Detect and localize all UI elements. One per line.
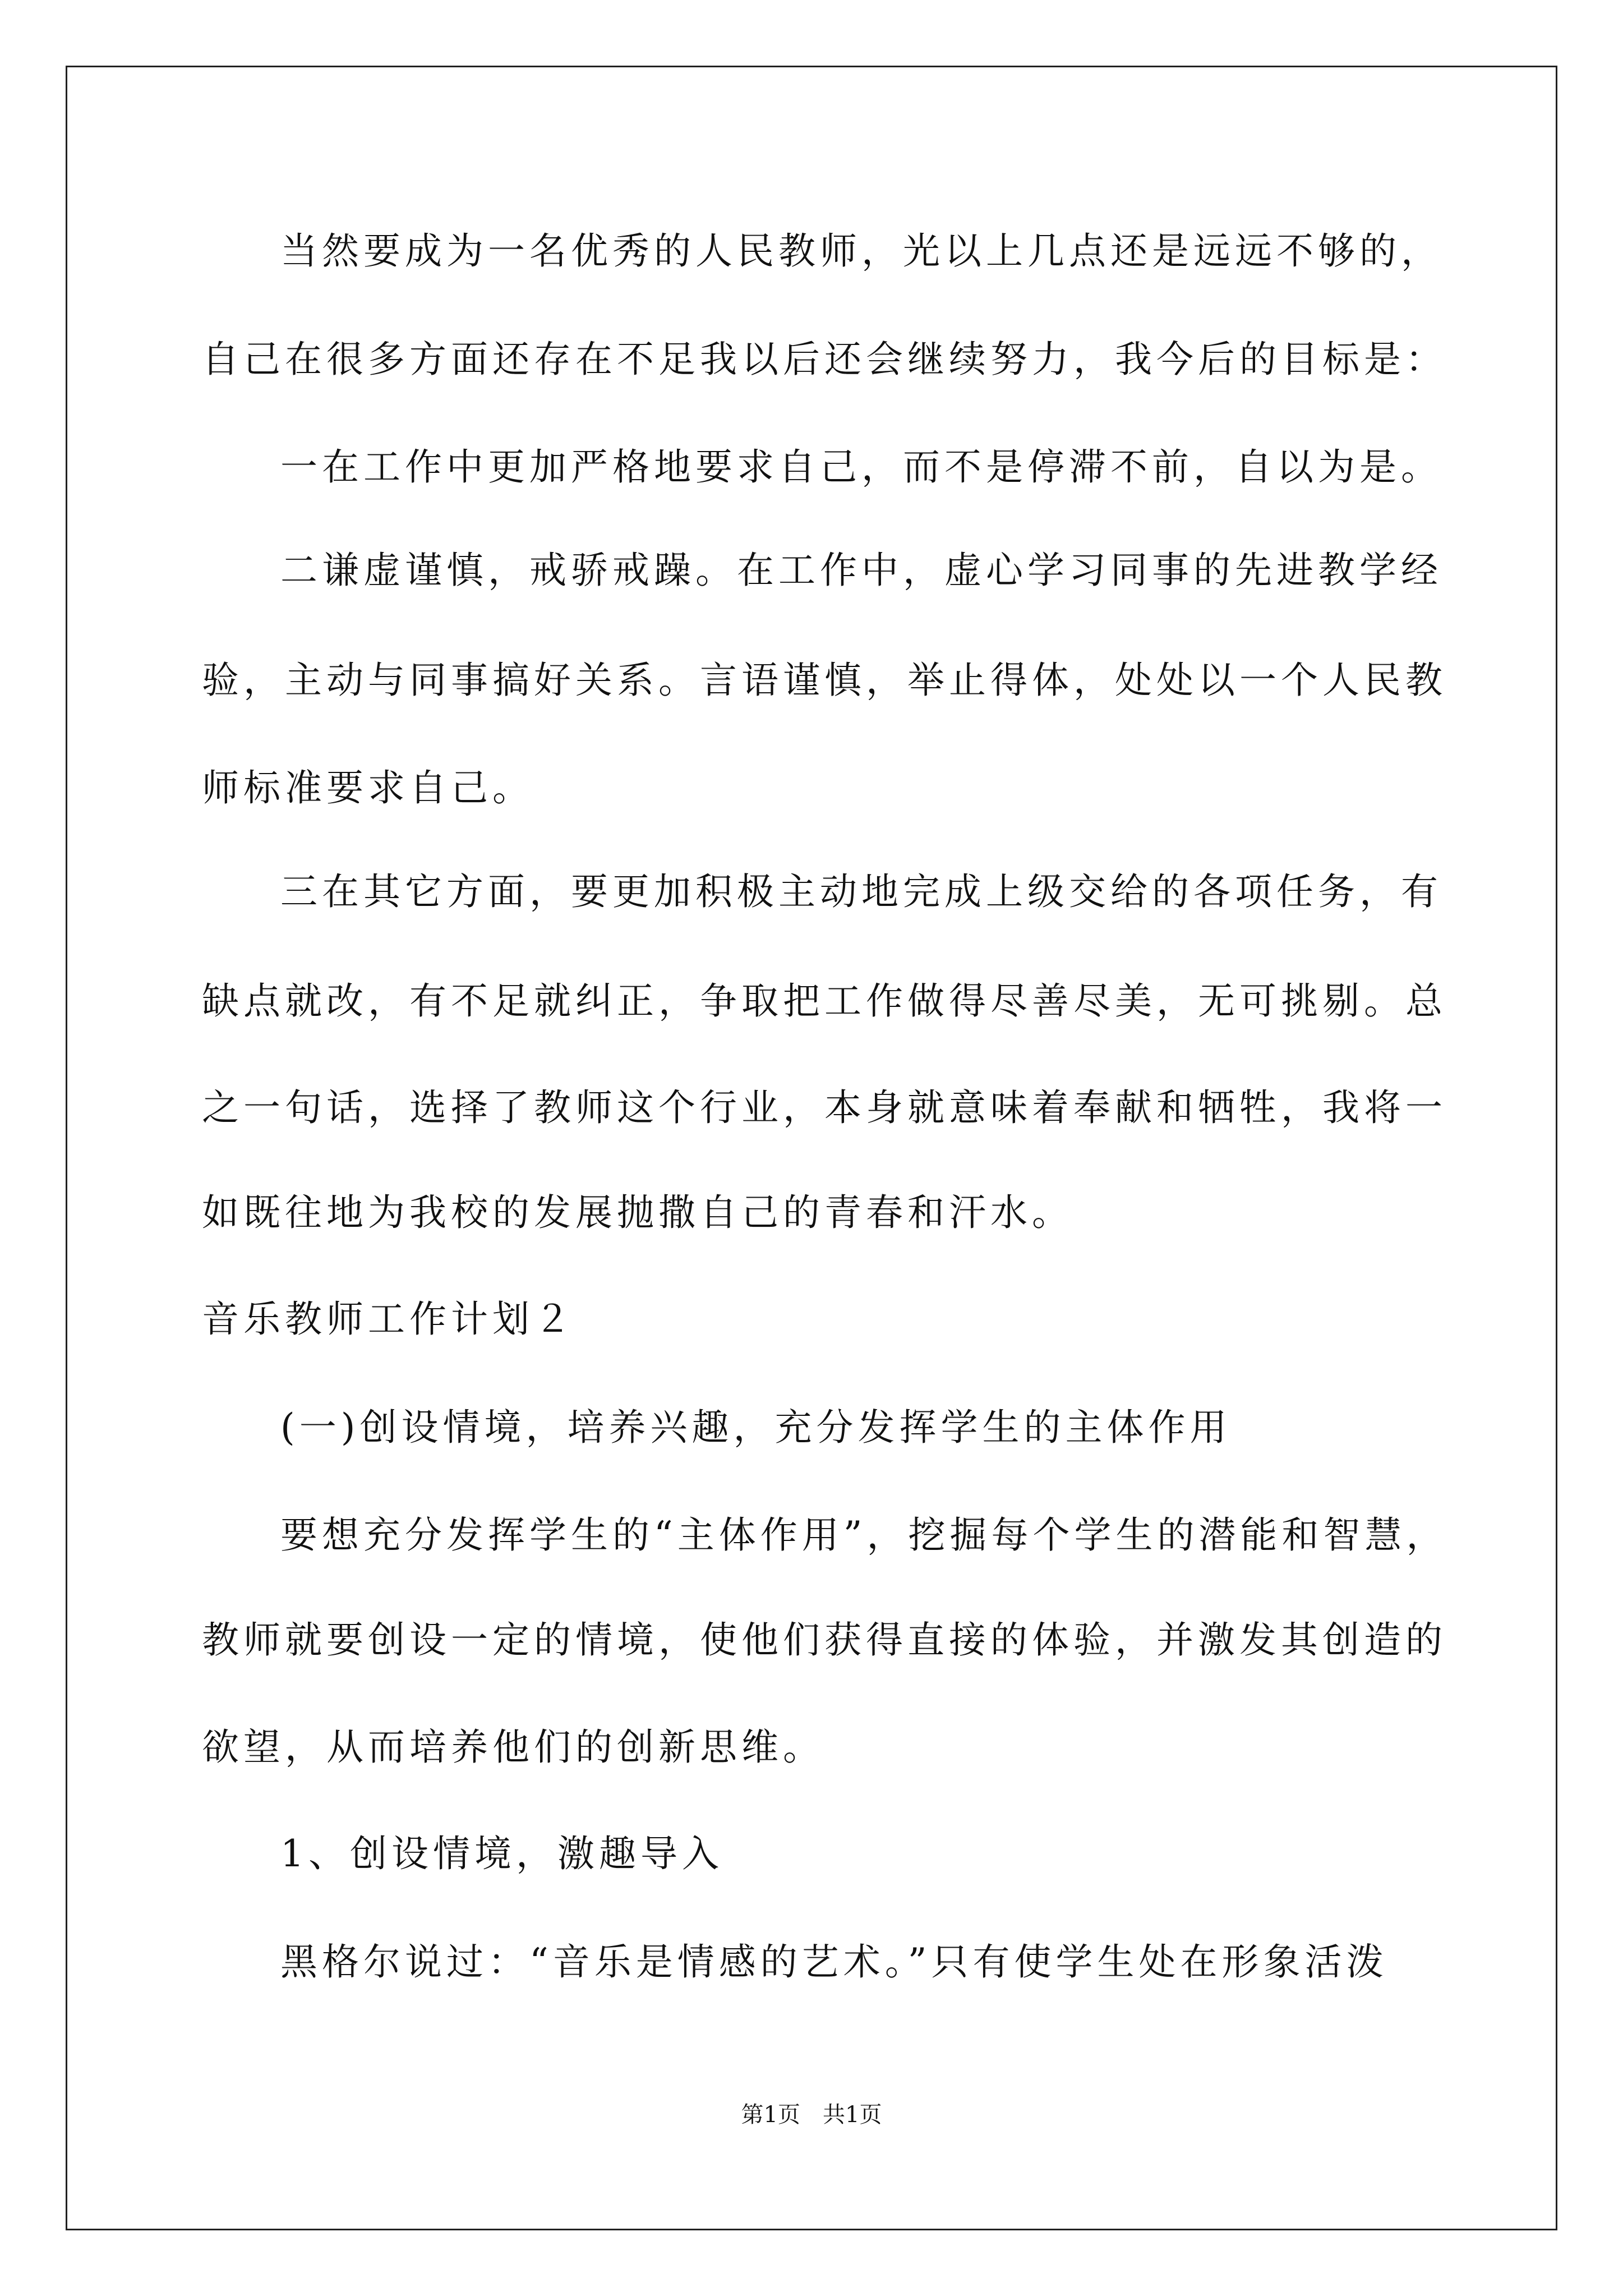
subsection-heading: (一)创设情境，培养兴趣，充分发挥学生的主体作用 <box>280 1406 1232 1449</box>
paragraph-line: 如既往地为我校的发展抛撒自己的青春和汗水。 <box>202 1191 1073 1234</box>
section-heading: 音乐教师工作计划２ <box>202 1297 575 1341</box>
page-footer: 第1页 共1页 <box>741 2102 882 2128</box>
paragraph-line: 三在其它方面，要更加积极主动地完成上级交给的各项任务，有 <box>280 870 1442 913</box>
paragraph-line: 一在工作中更加严格地要求自己，而不是停滞不前，自以为是。 <box>280 445 1442 489</box>
paragraph-line: 当然要成为一名优秀的人民教师，光以上几点还是远远不够的， <box>280 229 1442 273</box>
paragraph-line: 缺点就改，有不足就纠正，争取把工作做得尽善尽美，无可挑剔。总 <box>202 979 1447 1023</box>
paragraph-line: 欲望，从而培养他们的创新思维。 <box>202 1726 824 1769</box>
paragraph-line: 师标准要求自己。 <box>202 766 534 809</box>
paragraph-line: 自己在很多方面还存在不足我以后还会继续努力，我今后的目标是： <box>202 338 1447 381</box>
paragraph-line: 教师就要创设一定的情境，使他们获得直接的体验，并激发其创造的 <box>202 1618 1447 1662</box>
paragraph-line: 黑格尔说过：“音乐是情感的艺术。”只有使学生处在形象活泼 <box>280 1940 1388 1984</box>
page-border <box>66 66 1557 2230</box>
paragraph-line: 验，主动与同事搞好关系。言语谨慎，举止得体，处处以一个人民教 <box>202 659 1447 702</box>
paragraph-line: 之一句话，选择了教师这个行业，本身就意味着奉献和牺牲，我将一 <box>202 1086 1447 1129</box>
list-item-heading: 1、创设情境，激趣导入 <box>280 1832 723 1875</box>
paragraph-line: 二谦虚谨慎，戒骄戒躁。在工作中，虚心学习同事的先进教学经 <box>280 549 1442 592</box>
paragraph-line: 要想充分发挥学生的“主体作用”，挖掘每个学生的潜能和智慧， <box>280 1513 1448 1557</box>
